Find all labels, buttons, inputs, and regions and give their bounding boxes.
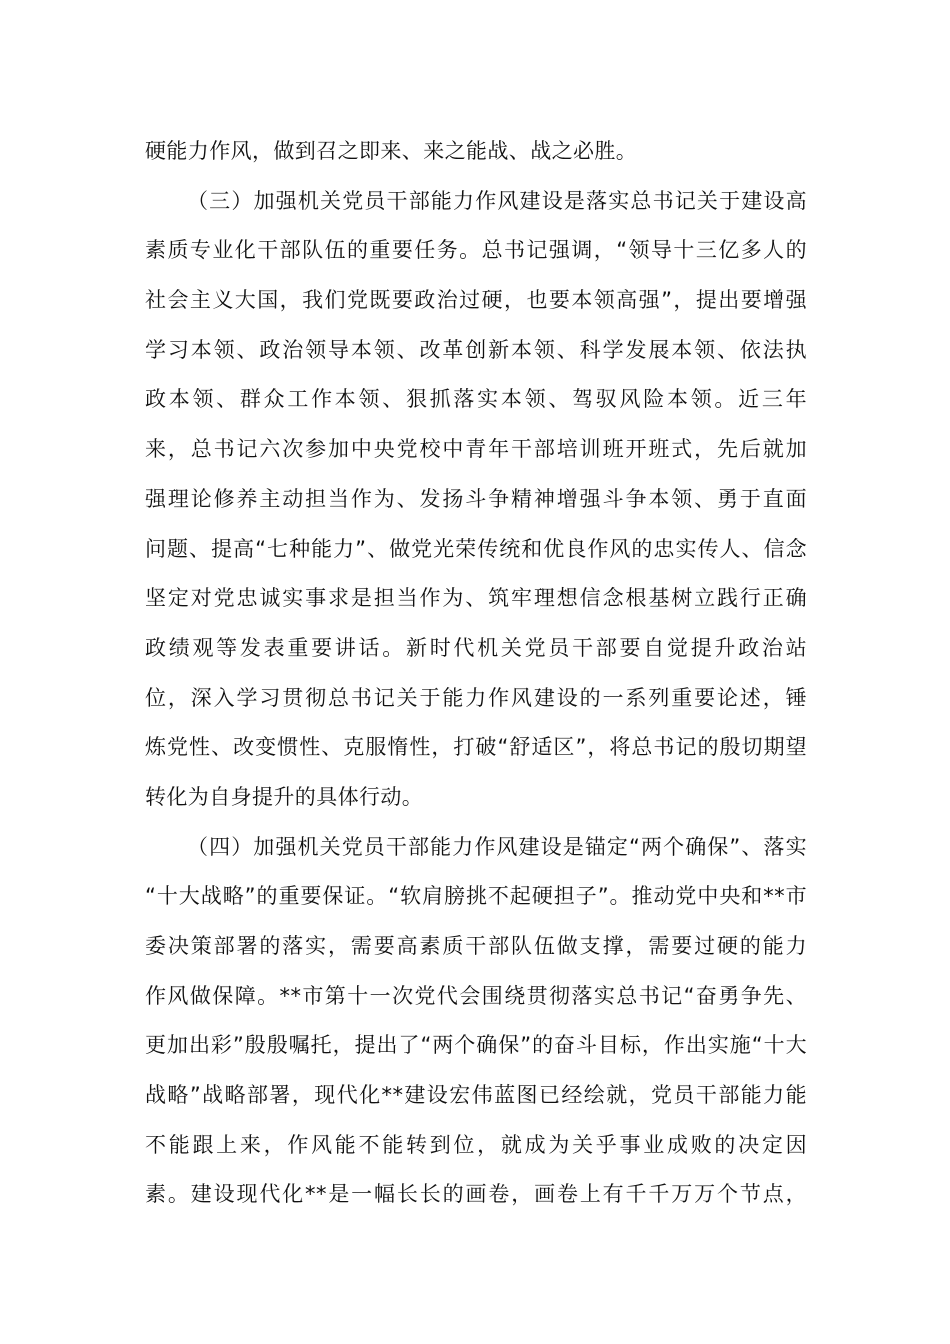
text-line: 更加出彩”殷殷嘱托，提出了“两个确保”的奋斗目标，作出实施“十大 (145, 1033, 807, 1058)
text-line: 作风做保障。**市第十一次党代会围绕贯彻落实总书记“奋勇争先、 (145, 983, 807, 1008)
text-line: 素质专业化干部队伍的重要任务。总书记强调，“领导十三亿多人的 (145, 238, 807, 263)
text-line: 社会主义大国，我们党既要政治过硬，也要本领高强”，提出要增强 (145, 288, 807, 313)
body-text (145, 127, 807, 1220)
text-line: 来，总书记六次参加中央党校中青年干部培训班开班式，先后就加 (145, 437, 807, 462)
text-line: 坚定对党忠诚实事求是担当作为、筑牢理想信念根基树立践行正确 (145, 586, 807, 611)
text-line: “十大战略”的重要保证。“软肩膀挑不起硬担子”。推动党中央和**市 (145, 884, 807, 909)
text-line: 学习本领、政治领导本领、改革创新本领、科学发展本领、依法执 (145, 337, 807, 362)
text-line: （四）加强机关党员干部能力作风建设是锚定“两个确保”、落实 (187, 834, 807, 859)
text-line: 不能跟上来，作风能不能转到位，就成为关乎事业成败的决定因 (145, 1132, 807, 1157)
text-line: 硬能力作风，做到召之即来、来之能战、战之必胜。 (145, 139, 638, 163)
text-line: 委决策部署的落实，需要高素质干部队伍做支撑，需要过硬的能力 (145, 934, 807, 958)
text-line: 政本领、群众工作本领、狠抓落实本领、驾驭风险本领。近三年 (145, 387, 807, 412)
text-line: 政绩观等发表重要讲话。新时代机关党员干部要自觉提升政治站 (145, 635, 807, 660)
text-line: 问题、提高“七种能力”、做党光荣传统和优良作风的忠实传人、信念 (145, 536, 807, 561)
text-line: 强理论修养主动担当作为、发扬斗争精神增强斗争本领、勇于直面 (145, 486, 807, 511)
text-line: 素。建设现代化**是一幅长长的画卷，画卷上有千千万万个节点， (145, 1182, 807, 1207)
text-line: 转化为自身提升的具体行动。 (145, 784, 424, 809)
text-line: （三）加强机关党员干部能力作风建设是落实总书记关于建设高 (187, 188, 807, 213)
text-line: 战略”战略部署，现代化**建设宏伟蓝图已经绘就，党员干部能力能 (145, 1083, 807, 1108)
text-line: 位，深入学习贯彻总书记关于能力作风建设的一系列重要论述，锤 (145, 685, 807, 710)
text-line: 炼党性、改变惯性、克服惰性，打破“舒适区”，将总书记的殷切期望 (145, 735, 807, 760)
